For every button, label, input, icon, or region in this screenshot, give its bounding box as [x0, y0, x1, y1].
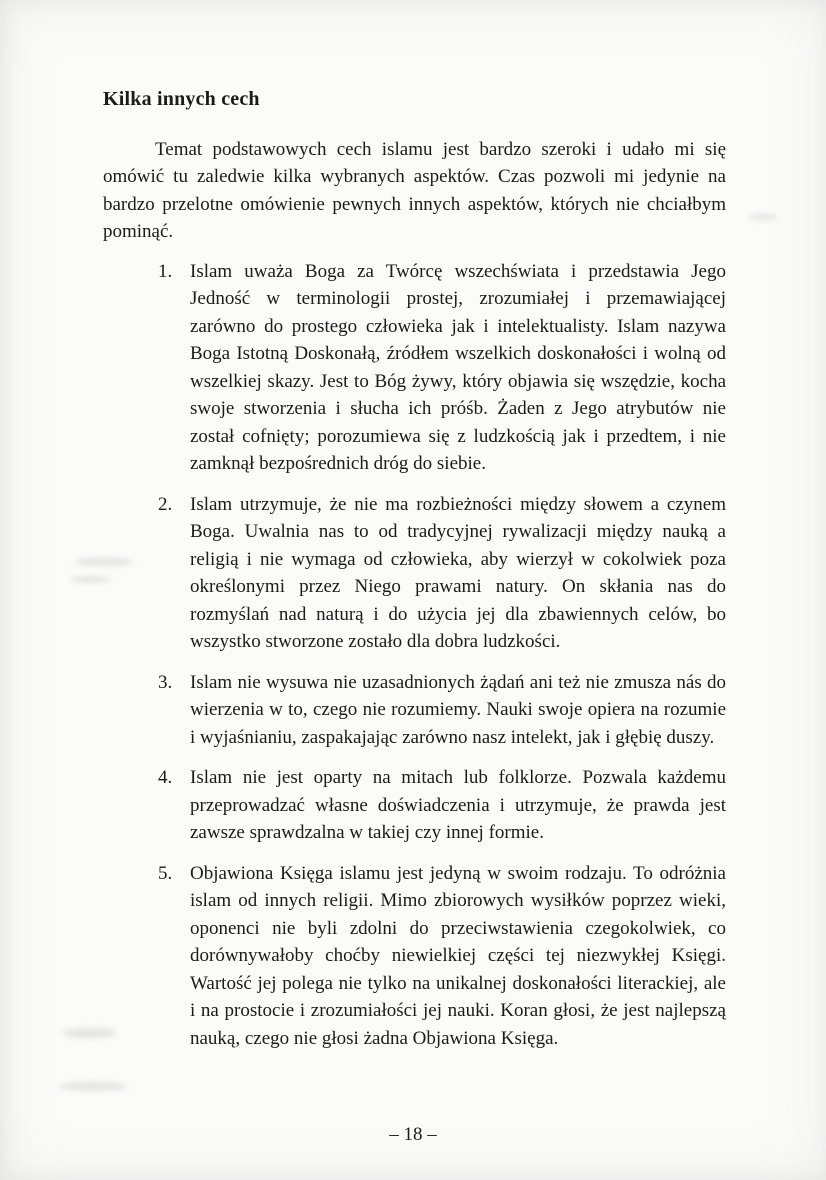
- list-item-number: 5.: [158, 862, 173, 884]
- list-item-text: Objawiona Księga islamu jest jedyną w swoim rodzaju. To odróżnia islam od innych religii. Mimo zbiorowych wysiłków poprzez wieki, oponenci nie byli zdolni do przeciwstawienia czegokolwiek, co dorównywałoby choćby niewielkiej części tej niezwykłej Księgi. Wartość jej polega nie tylko na unikalnej doskonałości literackiej, ale i na prostocie i zrozumiałości jej nauki. Koran głosi, że jest najlepszą nauką, czego nie głosi żadna Objawiona Księga.: [190, 862, 726, 1049]
- scan-smudge: [74, 558, 134, 566]
- list-item: [103, 258, 726, 478]
- feature-list: [103, 258, 726, 1053]
- list-item: [103, 764, 726, 847]
- scan-smudge: [70, 576, 110, 583]
- list-item: [103, 491, 726, 656]
- list-item-text: Islam nie jest oparty na mitach lub folklorze. Pozwala każdemu przeprowadzać własne doświadczenia i utrzymuje, że prawda jest zawsze sprawdzalna w takiej czy innej formie.: [190, 767, 726, 843]
- list-item-number: 4.: [158, 767, 173, 788]
- list-item-text: Islam uważa Boga za Twórcę wszechświata i przedstawia Jego Jedność w terminologii prostej, zrozumiałej i przemawiającej zarówno do prostego człowieka jak i intelektualisty. Islam nazywa Boga Istotną Doskonałą, źródłem wszelkich doskonałości i wolną od wszelkiej skazy. Jest to Bóg żywy, który objawia się wszędzie, kocha swoje stworzenia i słucha ich próśb. Żaden z Jego atrybutów nie został cofnięty; porozumiewa się z ludzkością jak i przedtem, i nie zamknął bezpośrednich dróg do siebie.: [190, 260, 726, 474]
- list-item: [103, 669, 726, 752]
- list-item-text: Islam nie wysuwa nie uzasadnionych żądań ani też nie zmusza nás do wierzenia w to, czego nie rozumiemy. Nauki swoje opiera na rozumie i wyjaśnianiu, zaspakajając zarówno nasz intelekt, jak i głębię duszy.: [190, 671, 726, 748]
- intro-paragraph: Temat podstawowych cech islamu jest bardzo szeroki i udało mi się omówić tu zaledwie kilka wybranych aspektów. Czas pozwoli mi jedynie na bardzo przelotne omówienie pewnych innych aspektów, których nie chciałbym pominąć.: [103, 138, 726, 242]
- list-item-text: Islam utrzymuje, że nie ma rozbieżności między słowem a czynem Boga. Uwalnia nas to od tradycyjnej rywalizacji między nauką a religią i nie wymaga od człowieka, aby wierzył w cokolwiek poza określonymi przez Niego prawami natury. On skłania nas do rozmyślań nad naturą i do użycia jej dla zbawiennych celów, bo wszystko stworzone zostało dla dobra ludzkości.: [190, 493, 726, 652]
- list-item-number: 3.: [158, 671, 173, 693]
- scan-smudge: [58, 1082, 128, 1091]
- scan-smudge: [748, 214, 778, 220]
- page-number: – 18 –: [389, 1124, 437, 1145]
- scan-smudge: [62, 1028, 117, 1038]
- list-item: [103, 860, 726, 1053]
- section-heading: Kilka innych cech: [103, 88, 260, 110]
- text-block: [103, 86, 726, 1065]
- list-item-number: 2.: [158, 493, 173, 515]
- list-item-number: 1.: [158, 260, 173, 282]
